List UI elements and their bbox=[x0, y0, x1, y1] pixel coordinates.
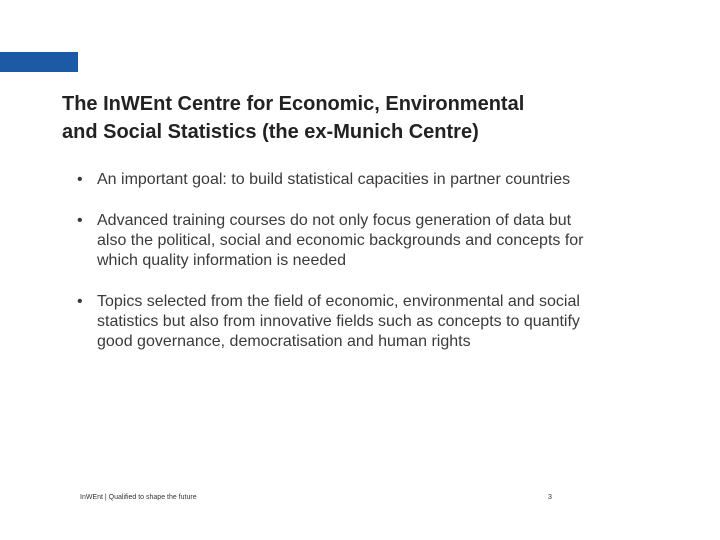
bullet-text bbox=[97, 211, 677, 271]
bullet-icon: • bbox=[77, 293, 83, 310]
bullet-text bbox=[97, 292, 677, 352]
bullet-line: statistics but also from innovative fields such as concepts to quantify bbox=[97, 313, 580, 330]
bullet-item bbox=[77, 211, 677, 271]
bullet-line: Advanced training courses do not only focus generation of data but bbox=[97, 212, 572, 229]
bullet-line: which quality information is needed bbox=[97, 252, 347, 269]
slide-title-line-2: and Social Statistics (the ex-Munich Centre) bbox=[62, 121, 479, 143]
bullet-line: also the political, social and economic backgrounds and concepts for bbox=[97, 232, 584, 249]
accent-bar bbox=[0, 52, 78, 72]
bullet-line: good governance, democratisation and human rights bbox=[97, 333, 471, 350]
bullet-item bbox=[77, 170, 677, 190]
bullet-item bbox=[77, 292, 677, 352]
slide-title bbox=[62, 90, 682, 146]
bullet-line: Topics selected from the field of economic, environmental and social bbox=[97, 293, 580, 310]
bullet-icon: • bbox=[77, 212, 83, 229]
bullet-line: An important goal: to build statistical capacities in partner countries bbox=[97, 171, 571, 188]
bullet-text bbox=[97, 170, 677, 190]
page-number: 3 bbox=[548, 494, 552, 501]
bullet-icon: • bbox=[77, 171, 83, 188]
bullet-list bbox=[77, 170, 677, 352]
footer-tagline: InWEnt | Qualified to shape the future bbox=[80, 494, 197, 501]
slide-title-line-1: The InWEnt Centre for Economic, Environmental bbox=[62, 93, 525, 115]
